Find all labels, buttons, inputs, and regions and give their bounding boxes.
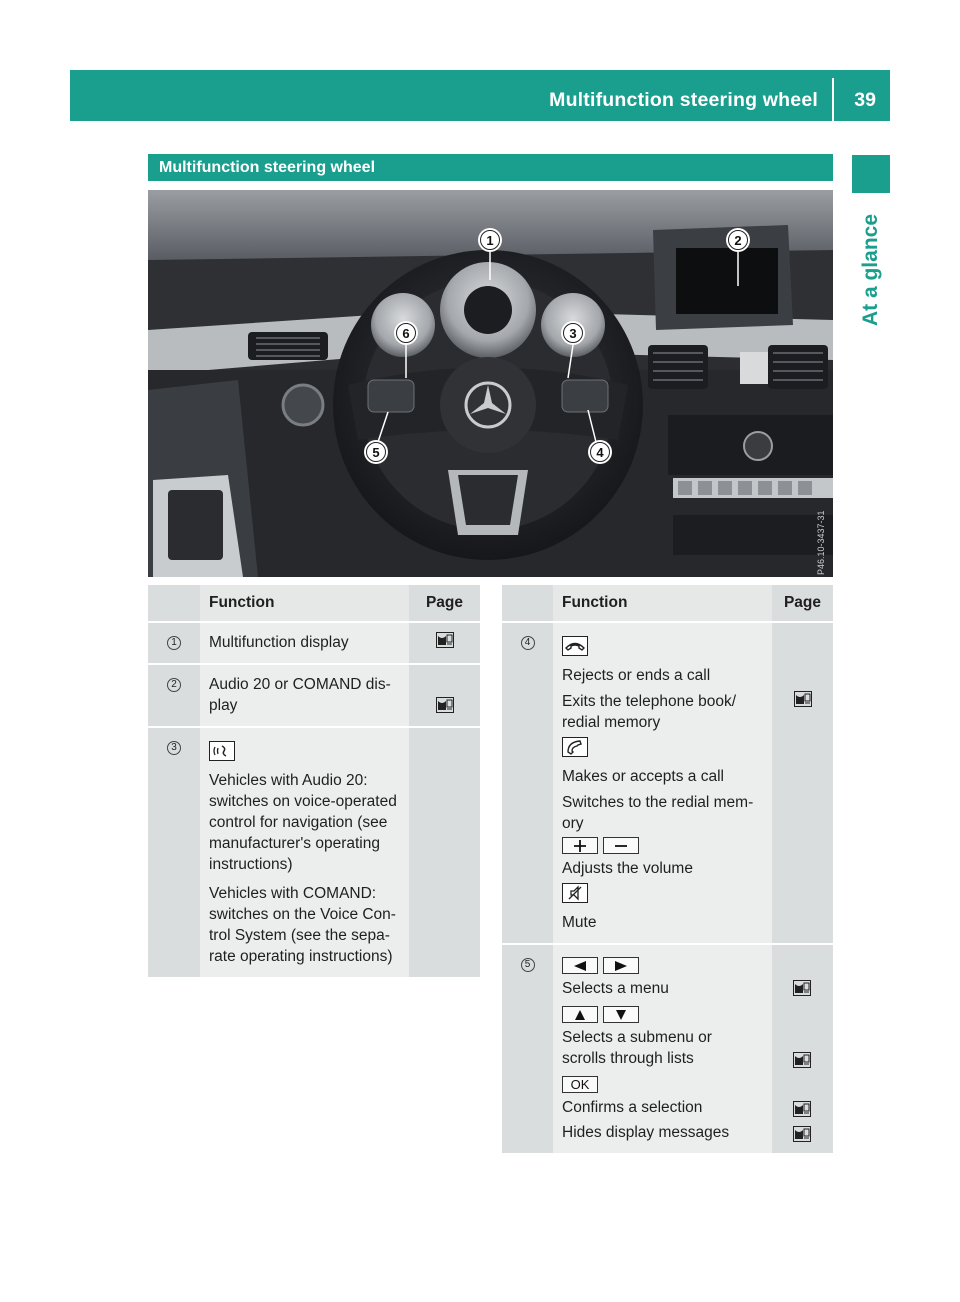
item-number: 1 [167,636,181,650]
item-number: 5 [521,958,535,972]
left-arrow-key-icon [562,957,598,974]
section-title: Multifunction steering wheel [148,154,833,181]
function-text: redial memory [562,714,661,731]
callout-4 [588,440,612,464]
item-number: 4 [521,636,535,650]
function-text: scrolls through lists [562,1050,694,1067]
function-text: Hides display messages [562,1124,730,1141]
header-num [502,585,553,622]
function-text: Multifunction display [209,634,349,651]
callout-1 [478,228,502,252]
mute-icon [562,883,588,903]
function-text: control for navigation (see [209,814,388,831]
function-text: switches on voice-operated [209,793,397,810]
side-tab-label: At a glance [859,213,882,327]
function-text: ory [562,815,584,832]
svg-text:5: 5 [372,445,380,460]
ok-key: OK [562,1076,598,1093]
function-text: Selects a submenu or [562,1029,712,1046]
display-book-icon[interactable] [436,632,454,648]
svg-text:2: 2 [734,233,742,248]
steering-wheel-photo [148,190,833,577]
side-tab [852,200,890,340]
function-text: Adjusts the volume [562,860,693,877]
side-tab-marker [852,155,890,193]
display-book-icon[interactable] [793,980,811,996]
image-code: P46.10-3437-31 [816,510,826,575]
header-function: Function [200,585,409,622]
function-text: play [209,697,238,714]
svg-text:6: 6 [402,326,410,341]
svg-text:4: 4 [596,445,604,460]
callout-3 [561,321,585,345]
function-text: manufacturer's operating [209,835,380,852]
function-text: Vehicles with Audio 20: [209,772,368,789]
function-text: Vehicles with COMAND: [209,885,377,902]
function-text: trol System (see the sepa- [209,927,390,944]
function-table-right [502,585,833,1155]
function-text: Mute [562,914,597,931]
right-arrow-key-icon [603,957,639,974]
function-text: Exits the telephone book/ [562,693,737,710]
function-text: Makes or accepts a call [562,768,724,785]
function-text: Switches to the redial mem- [562,794,754,811]
table-row [502,622,833,944]
header-title: Multifunction steering wheel [549,89,818,111]
page-number: 39 [854,89,876,111]
down-arrow-key-icon [603,1006,639,1023]
callout-6 [394,321,418,345]
header-num [148,585,200,622]
callout-2 [726,228,750,252]
item-number: 3 [167,741,181,755]
table-row [148,727,480,978]
phone-handset-icon [562,737,588,757]
function-text: Audio 20 or COMAND dis- [209,676,391,693]
function-text: rate operating instructions) [209,948,393,965]
display-book-icon[interactable] [793,1126,811,1142]
display-book-icon[interactable] [794,691,812,707]
header-divider [832,78,834,121]
plus-key-icon [562,837,598,854]
table-row [502,944,833,1154]
header-page: Page [772,585,833,622]
display-book-icon[interactable] [793,1052,811,1068]
table-row [148,622,480,664]
function-text: Rejects or ends a call [562,667,711,684]
function-text: Selects a menu [562,980,669,997]
function-table-left [148,585,480,979]
table-row [148,664,480,727]
header-page: Page [409,585,480,622]
table-header [502,585,833,622]
function-text: switches on the Voice Con- [209,906,396,923]
up-arrow-key-icon [562,1006,598,1023]
table-header [148,585,480,622]
item-number: 2 [167,678,181,692]
display-book-icon[interactable] [793,1101,811,1117]
svg-text:1: 1 [486,233,494,248]
minus-key-icon [603,837,639,854]
hang-up-icon [562,636,588,656]
header-function: Function [553,585,772,622]
display-book-icon[interactable] [436,697,454,713]
callout-5 [364,440,388,464]
function-text: Confirms a selection [562,1099,703,1116]
function-text: instructions) [209,856,293,873]
voice-control-icon [209,741,235,761]
svg-text:3: 3 [569,326,577,341]
page-header [70,70,890,121]
